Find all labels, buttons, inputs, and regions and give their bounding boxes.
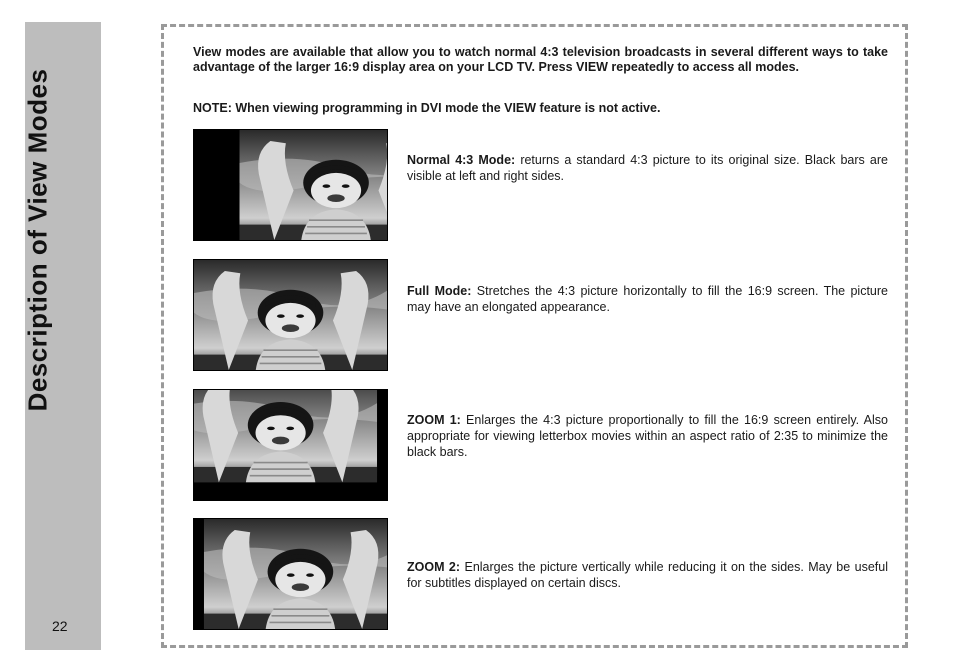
full-mode-description xyxy=(407,283,888,315)
full-mode-title: Full Mode: xyxy=(407,284,472,298)
note-paragraph: NOTE: When viewing programming in DVI mode the VIEW feature is not active. xyxy=(193,101,661,115)
zoom2-mode-text: Enlarges the picture vertically while reducing it on the sides. May be useful for subtitles displayed on certain discs. xyxy=(407,560,888,590)
normal-mode-image xyxy=(193,129,388,241)
zoom1-mode-description xyxy=(407,412,888,460)
normal-mode-text: returns a standard 4:3 picture to its original size. Black bars are visible at left and right sides. xyxy=(407,153,888,183)
zoom1-mode-text: Enlarges the 4:3 picture proportionally to fill the 16:9 screen entirely. Also appropriate for viewing letterbox movies within an aspect ratio of 2:35 to minimize the black bars. xyxy=(407,413,888,459)
full-mode-image xyxy=(193,259,388,371)
zoom2-mode-title: ZOOM 2: xyxy=(407,560,461,574)
zoom1-mode-title: ZOOM 1: xyxy=(407,413,461,427)
intro-paragraph: View modes are available that allow you to watch normal 4:3 television broadcasts in several different ways to take advantage of the larger 16:9 display area on your LCD TV. Press VIEW repeatedly to access all modes. xyxy=(193,45,888,74)
normal-mode-title: Normal 4:3 Mode: xyxy=(407,153,516,167)
full-mode-text: Stretches the 4:3 picture horizontally to fill the 16:9 screen. The picture may have an elongated appearance. xyxy=(407,284,888,314)
zoom1-mode-image xyxy=(193,389,388,501)
page-number: 22 xyxy=(52,618,68,634)
section-title-text: Description of View Modes xyxy=(22,68,53,412)
zoom2-mode-description xyxy=(407,559,888,591)
zoom2-mode-image xyxy=(193,518,388,630)
normal-mode-description xyxy=(407,152,888,184)
